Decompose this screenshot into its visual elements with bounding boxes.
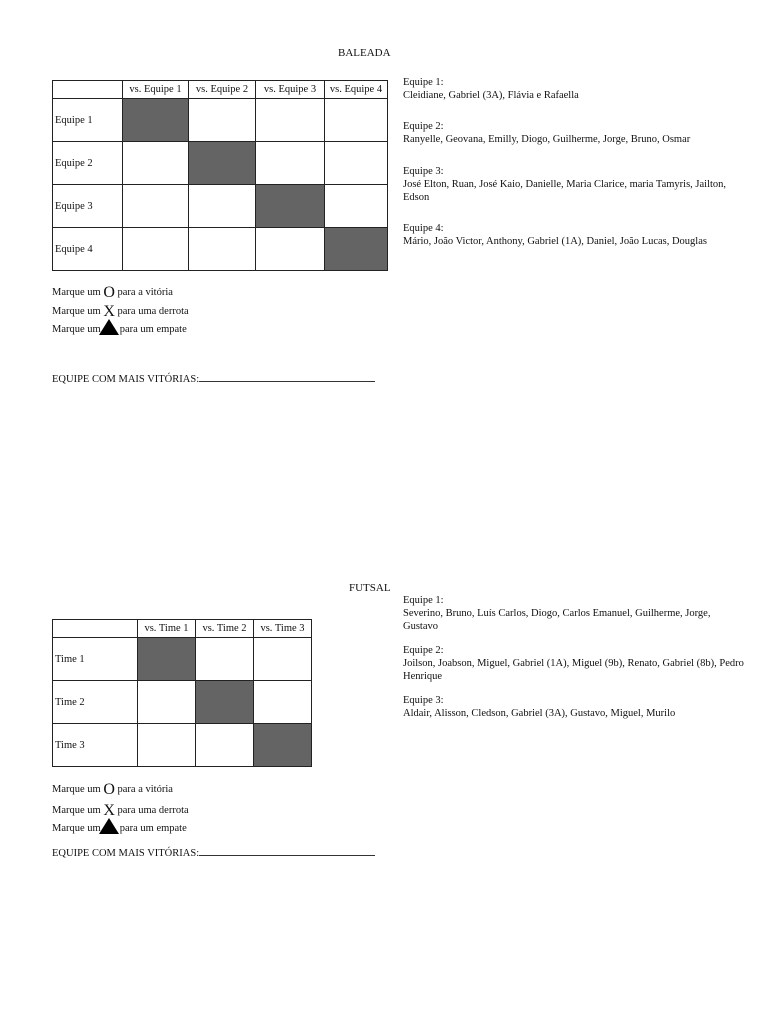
table-row	[53, 681, 312, 724]
table-header-row	[53, 81, 388, 99]
team-members: Severino, Bruno, Luís Carlos, Diogo, Carlos Emanuel, Guilherme, Jorge, Gustavo	[403, 608, 711, 632]
baleada-legend	[52, 286, 189, 333]
row-label: Equipe 1	[53, 99, 123, 142]
legend-win	[52, 783, 189, 797]
table-row	[53, 99, 388, 142]
baleada-most-wins	[52, 372, 375, 385]
circle-symbol: O	[103, 284, 115, 301]
team-entry	[403, 594, 748, 633]
team-members: Joilson, Joabson, Miguel, Gabriel (1A), Miguel (9b), Renato, Gabriel (8b), Pedro Henrique	[403, 658, 744, 682]
team-entry	[403, 694, 748, 720]
header-cell-blank	[53, 620, 138, 638]
legend-text: para a vitória	[117, 784, 173, 795]
futsal-team-list	[403, 594, 748, 731]
shaded-cell	[123, 99, 189, 142]
legend-text: para uma derrota	[117, 306, 189, 317]
result-cell[interactable]	[123, 185, 189, 228]
result-cell[interactable]	[138, 681, 196, 724]
most-wins-label: EQUIPE COM MAIS VITÓRIAS:	[52, 374, 200, 385]
futsal-title: FUTSAL	[349, 582, 391, 594]
futsal-legend	[52, 783, 189, 832]
result-cell[interactable]	[189, 185, 256, 228]
legend-text: Marque um	[52, 805, 101, 816]
team-entry	[403, 120, 748, 146]
shaded-cell	[256, 185, 325, 228]
result-cell[interactable]	[196, 638, 254, 681]
result-cell[interactable]	[325, 99, 388, 142]
team-members: Mário, João Victor, Anthony, Gabriel (1A), Daniel, João Lucas, Douglas	[403, 236, 707, 247]
table-row	[53, 185, 388, 228]
triangle-icon	[99, 818, 119, 834]
result-cell[interactable]	[254, 681, 312, 724]
header-cell: vs. Equipe 2	[189, 81, 256, 99]
team-entry	[403, 222, 748, 248]
shaded-cell	[196, 681, 254, 724]
team-label: Equipe 1:	[403, 77, 444, 88]
legend-draw	[52, 319, 189, 333]
result-cell[interactable]	[256, 99, 325, 142]
row-label: Equipe 2	[53, 142, 123, 185]
header-cell: vs. Equipe 1	[123, 81, 189, 99]
result-cell[interactable]	[256, 228, 325, 271]
team-label: Equipe 4:	[403, 223, 444, 234]
baleada-team-list	[403, 76, 748, 259]
team-members: Ranyelle, Geovana, Emilly, Diogo, Guilherme, Jorge, Bruno, Osmar	[403, 134, 691, 145]
result-cell[interactable]	[123, 142, 189, 185]
row-label: Time 1	[53, 638, 138, 681]
team-label: Equipe 2:	[403, 645, 444, 656]
x-symbol: X	[103, 303, 115, 320]
team-members: Aldair, Alisson, Cledson, Gabriel (3A), Gustavo, Miguel, Murilo	[403, 708, 676, 719]
result-cell[interactable]	[325, 185, 388, 228]
x-symbol: X	[103, 802, 115, 819]
answer-line[interactable]	[199, 372, 375, 382]
shaded-cell	[254, 724, 312, 767]
legend-draw	[52, 818, 189, 832]
row-label: Equipe 3	[53, 185, 123, 228]
row-label: Time 3	[53, 724, 138, 767]
team-members: José Elton, Ruan, José Kaio, Danielle, Maria Clarice, maria Tamyris, Jailton, Edson	[403, 179, 727, 203]
legend-text: Marque um	[52, 823, 101, 834]
result-cell[interactable]	[196, 724, 254, 767]
team-label: Equipe 3:	[403, 695, 444, 706]
header-cell: vs. Time 3	[254, 620, 312, 638]
header-cell: vs. Time 2	[196, 620, 254, 638]
legend-win	[52, 286, 189, 300]
team-label: Equipe 1:	[403, 595, 444, 606]
shaded-cell	[189, 142, 256, 185]
futsal-most-wins	[52, 846, 375, 859]
legend-text: Marque um	[52, 306, 101, 317]
result-cell[interactable]	[256, 142, 325, 185]
legend-text: para um empate	[119, 324, 187, 335]
table-header-row	[53, 620, 312, 638]
result-cell[interactable]	[254, 638, 312, 681]
baleada-title: BALEADA	[338, 47, 391, 59]
row-label: Time 2	[53, 681, 138, 724]
most-wins-label: EQUIPE COM MAIS VITÓRIAS:	[52, 848, 200, 859]
answer-line[interactable]	[199, 846, 375, 856]
result-cell[interactable]	[189, 99, 256, 142]
legend-text: Marque um	[52, 784, 101, 795]
shaded-cell	[325, 228, 388, 271]
team-label: Equipe 3:	[403, 166, 444, 177]
legend-text: para um empate	[119, 823, 187, 834]
result-cell[interactable]	[123, 228, 189, 271]
futsal-table	[52, 619, 312, 767]
team-entry	[403, 76, 748, 102]
circle-symbol: O	[103, 781, 115, 798]
legend-loss	[52, 305, 189, 319]
header-cell: vs. Equipe 4	[325, 81, 388, 99]
header-cell: vs. Equipe 3	[256, 81, 325, 99]
team-entry	[403, 644, 748, 683]
result-cell[interactable]	[189, 228, 256, 271]
shaded-cell	[138, 638, 196, 681]
table-row	[53, 142, 388, 185]
triangle-icon	[99, 319, 119, 335]
row-label: Equipe 4	[53, 228, 123, 271]
legend-text: para a vitória	[117, 287, 173, 298]
team-label: Equipe 2:	[403, 121, 444, 132]
table-row	[53, 724, 312, 767]
baleada-table	[52, 80, 388, 271]
header-cell: vs. Time 1	[138, 620, 196, 638]
legend-text: Marque um	[52, 287, 101, 298]
legend-loss	[52, 804, 189, 818]
legend-text: Marque um	[52, 324, 101, 335]
team-members: Cleidiane, Gabriel (3A), Flávia e Rafaella	[403, 90, 579, 101]
header-cell-blank	[53, 81, 123, 99]
result-cell[interactable]	[138, 724, 196, 767]
table-row	[53, 228, 388, 271]
team-entry	[403, 165, 748, 204]
legend-text: para uma derrota	[117, 805, 189, 816]
result-cell[interactable]	[325, 142, 388, 185]
table-row	[53, 638, 312, 681]
